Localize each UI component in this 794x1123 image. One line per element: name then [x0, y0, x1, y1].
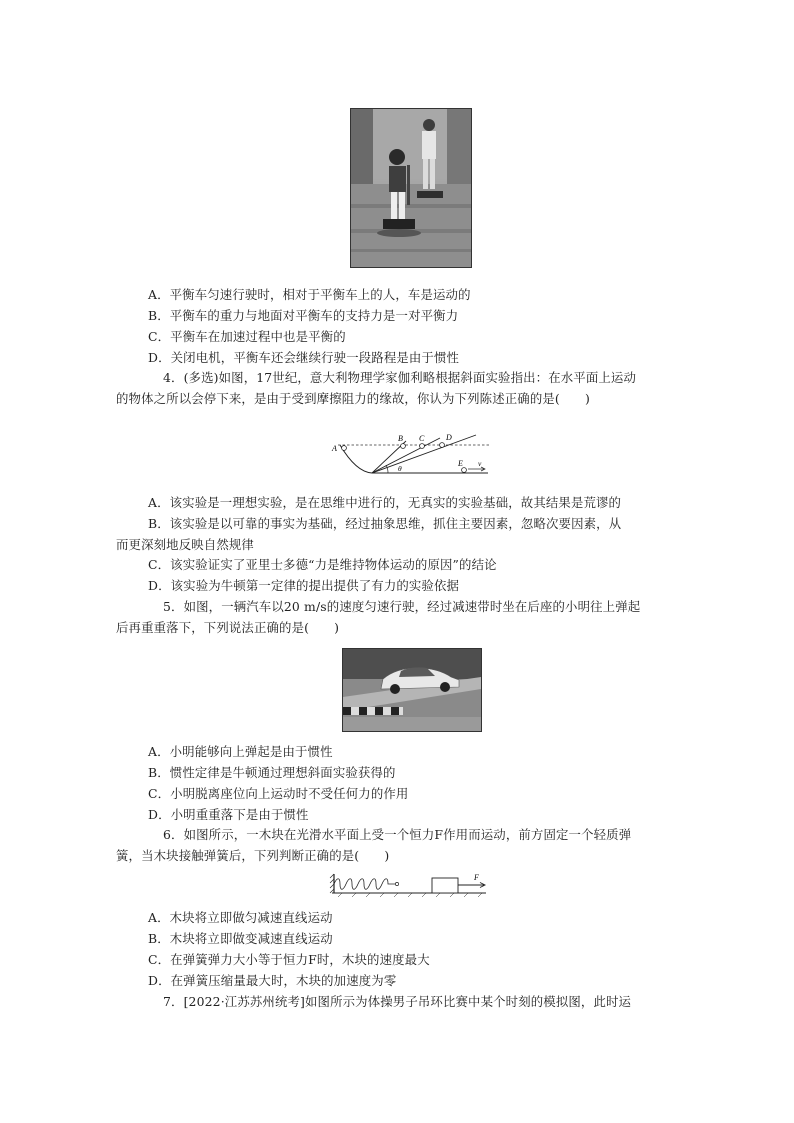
q5-option-d: D．小明重重落下是由于惯性 — [148, 807, 309, 822]
spring-block-diagram — [328, 870, 490, 898]
q3-option-a: A．平衡车匀速行驶时，相对于平衡车上的人，车是运动的 — [148, 287, 471, 302]
car-speed-bump-photo — [342, 648, 482, 732]
q4-option-b: B．该实验是以可靠的事实为基础，经过抽象思维，抓住主要因素，忽略次要因素，从 — [148, 516, 622, 531]
q5-stem: 5．如图，一辆汽车以20 m/s的速度匀速行驶，经过减速带时坐在后座的小明往上弹起 — [163, 599, 641, 614]
label-theta: θ — [398, 464, 402, 473]
q4-option-d: D．该实验为牛顿第一定律的提出提供了有力的实验依据 — [148, 578, 460, 593]
label-a: A — [332, 444, 337, 453]
inclined-plane-diagram — [328, 428, 498, 478]
label-v: v — [478, 459, 482, 468]
label-f: F — [474, 873, 479, 882]
q7-stem: 7．[2022·江苏苏州统考]如图所示为体操男子吊环比赛中某个时刻的模拟图，此时运 — [163, 994, 632, 1009]
q5-option-b: B．惯性定律是牛顿通过理想斜面实验获得的 — [148, 765, 396, 780]
q5-option-c: C．小明脱离座位向上运动时不受任何力的作用 — [148, 786, 409, 801]
q3-option-b: B．平衡车的重力与地面对平衡车的支持力是一对平衡力 — [148, 308, 459, 323]
q3-option-c: C．平衡车在加速过程中也是平衡的 — [148, 329, 346, 344]
q6-stem-cont: 簧，当木块接触弹簧后，下列判断正确的是( ) — [116, 848, 390, 863]
label-b: B — [398, 434, 403, 443]
q6-option-b: B．木块将立即做变减速直线运动 — [148, 931, 333, 946]
q6-stem: 6．如图所示，一木块在光滑水平面上受一个恒力F作用而运动，前方固定一个轻质弹 — [163, 827, 632, 842]
label-d: D — [446, 433, 452, 442]
balance-scooter-photo — [350, 108, 472, 268]
q6-option-d: D．在弹簧压缩量最大时，木块的加速度为零 — [148, 973, 397, 988]
q5-stem-cont: 后再重重落下，下列说法正确的是( ) — [116, 620, 340, 635]
q4-option-b-cont: 而更深刻地反映自然规律 — [116, 537, 254, 552]
q4-option-a: A．该实验是一理想实验，是在思维中进行的，无真实的实验基础，故其结果是荒谬的 — [148, 495, 622, 510]
label-c: C — [419, 434, 425, 443]
q4-option-c: C．该实验证实了亚里士多德“力是维持物体运动的原因”的结论 — [148, 557, 497, 572]
q4-stem: 4．(多选)如图，17世纪，意大利物理学家伽利略根据斜面实验指出：在水平面上运动 — [163, 370, 636, 385]
q6-option-c: C．在弹簧弹力大小等于恒力F时，木块的速度最大 — [148, 952, 430, 967]
q5-option-a: A．小明能够向上弹起是由于惯性 — [148, 744, 333, 759]
q4-stem-cont: 的物体之所以会停下来，是由于受到摩擦阻力的缘故，你认为下列陈述正确的是( ) — [116, 391, 590, 406]
label-e: E — [458, 459, 463, 468]
q3-option-d: D．关闭电机，平衡车还会继续行驶一段路程是由于惯性 — [148, 350, 460, 365]
q6-option-a: A．木块将立即做匀减速直线运动 — [148, 910, 333, 925]
